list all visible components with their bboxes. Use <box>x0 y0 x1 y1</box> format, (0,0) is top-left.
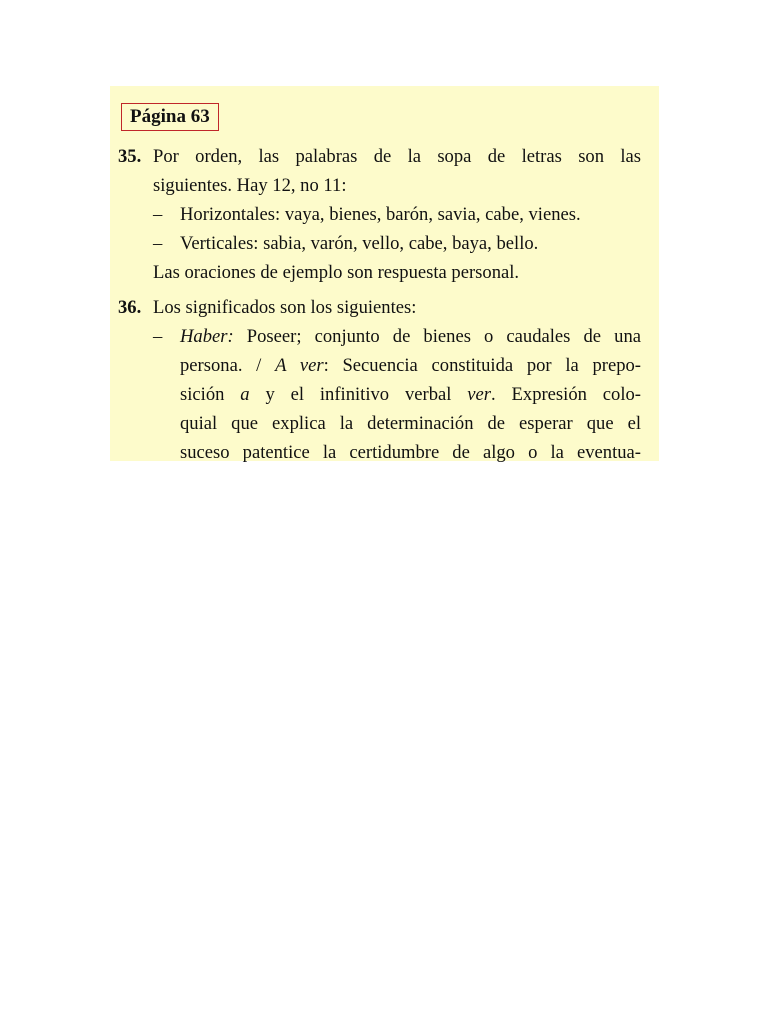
answer-page-panel <box>110 86 659 461</box>
list-item: – Horizontales: vaya, bienes, barón, savia, cabe, vienes. <box>153 204 581 225</box>
page-label: Página 63 <box>121 103 219 131</box>
item-35-line-1: 35. Por orden, las palabras de la sopa de letras son las <box>118 142 641 171</box>
item-36-line-3: sición a y el infinitivo verbal ver. Expresión colo- <box>180 384 641 405</box>
item-35 <box>118 142 641 287</box>
item-36-line-1: – Haber: Poseer; conjunto de bienes o caudales de una <box>153 326 641 347</box>
item-36-line-2: persona. / A ver: Secuencia constituida por la prepo- <box>180 355 641 376</box>
item-36 <box>118 293 641 467</box>
item-35-line-2: siguientes. Hay 12, no 11: <box>153 175 347 196</box>
item-35-number: 35. <box>118 146 142 167</box>
item-36-intro: 36. Los significados son los siguientes: <box>118 293 641 322</box>
item-36-line-5: suceso patentice la certidumbre de algo o la eventua- <box>180 442 641 463</box>
item-36-line-4: quial que explica la determinación de esperar que el <box>180 413 641 434</box>
item-36-number: 36. <box>118 297 142 318</box>
list-item: – Verticales: sabia, varón, vello, cabe, baya, bello. <box>153 233 539 254</box>
item-35-note: Las oraciones de ejemplo son respuesta personal. <box>153 262 520 283</box>
